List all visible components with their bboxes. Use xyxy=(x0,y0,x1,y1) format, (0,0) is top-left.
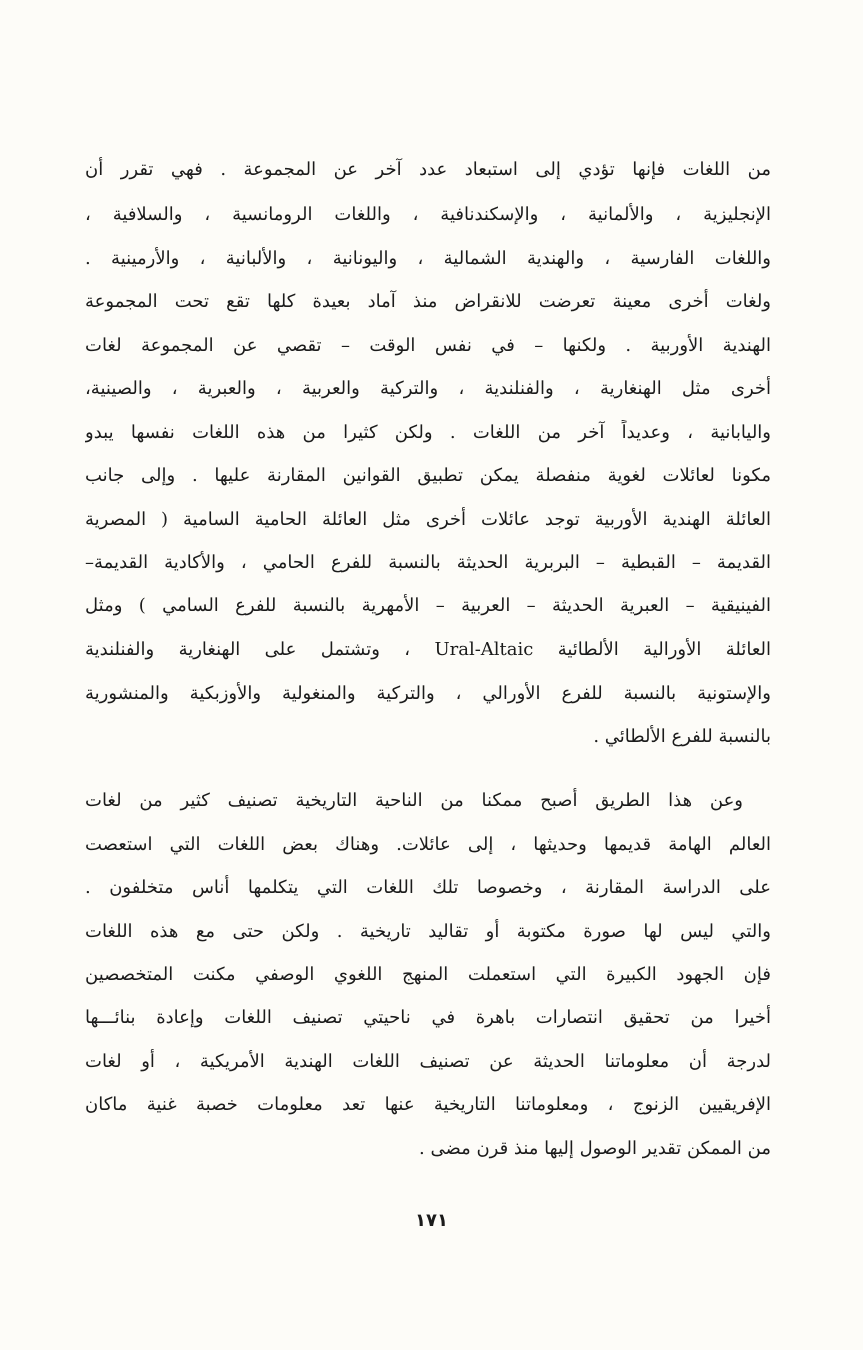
text-line: بالنسبة للفرع الألطائي . xyxy=(593,726,771,747)
text-line: وعن هذا الطريق أصبح ممكنا من الناحية التاريخية تصنيف كثير من لغات xyxy=(85,790,743,811)
text-line: الإنجليزية ، والألمانية ، والإسكندنافية ، واللغات الرومانسية ، والسلافية ، xyxy=(85,204,771,225)
text-line: الفينيقية – العبرية الحديثة – العربية – الأمهرية بالنسبة للفرع السامي ) ومثل xyxy=(85,595,771,616)
text-line: واللغات الفارسية ، والهندية الشمالية ، واليونانية ، والألبانية ، والأرمينية . xyxy=(85,248,771,269)
text-line: أخيرا من تحقيق انتصارات باهرة في ناحيتي تصنيف اللغات وإعادة بنائـــها xyxy=(85,1007,771,1028)
text-line: لدرجة أن معلوماتنا الحديثة عن تصنيف اللغات الهندية الأمريكية ، أو لغات xyxy=(85,1051,771,1072)
text-line: الإفريقيين الزنوج ، ومعلوماتنا التاريخية عنها تعد معلومات خصبة غنية ماكان xyxy=(85,1094,771,1115)
text-line: واليابانية ، وعديداً آخر من اللغات . ولكن كثيرا من هذه اللغات نفسها يبدو xyxy=(85,422,771,443)
text-line: العائلة الهندية الأوربية توجد عائلات أخرى مثل العائلة الحامية السامية ( المصرية xyxy=(85,509,771,530)
text-line: مكونا لعائلات لغوية منفصلة يمكن تطبيق القوانين المقارنة عليها . وإلى جانب xyxy=(85,465,771,486)
text-line: الهندية الأوربية . ولكنها – في نفس الوقت – تقصي عن المجموعة لغات xyxy=(85,335,771,356)
page-number: ١٧١ xyxy=(415,1210,448,1231)
text-line: من اللغات فإنها تؤدي إلى استبعاد عدد آخر عن المجموعة . فهي تقرر أن xyxy=(85,159,771,180)
text-line: القديمة – القبطية – البربرية الحديثة بالنسبة للفرع الحامي ، والأكادية القديمة– xyxy=(85,552,771,573)
text-line: والتي ليس لها صورة مكتوبة أو تقاليد تاريخية . ولكن حتى مع هذه اللغات xyxy=(85,921,771,942)
text-line: أخرى مثل الهنغارية ، والفنلندية ، والتركية والعربية ، والعبرية ، والصينية، xyxy=(85,378,771,399)
text-line: العائلة الأورالية الألطائية Ural-Altaic ، وتشتمل على الهنغارية والفنلندية xyxy=(85,639,771,660)
text-line: على الدراسة المقارنة ، وخصوصا تلك اللغات التي يتكلمها أناس متخلفون . xyxy=(85,877,771,898)
text-line: من الممكن تقدير الوصول إليها منذ قرن مضى . xyxy=(419,1138,771,1159)
text-line: ولغات أخرى معينة تعرضت للانقراض منذ آماد بعيدة كلها تقع تحت المجموعة xyxy=(85,291,771,312)
text-line: والإستونية بالنسبة للفرع الأورالي ، والتركية والمنغولية والأوزبكية والمنشورية xyxy=(85,683,771,704)
text-line: فإن الجهود الكبيرة التي استعملت المنهج اللغوي الوصفي مكنت المتخصصين xyxy=(85,964,771,985)
text-line: العالم الهامة قديمها وحديثها ، إلى عائلات. وهناك بعض اللغات التي استعصت xyxy=(85,834,771,855)
